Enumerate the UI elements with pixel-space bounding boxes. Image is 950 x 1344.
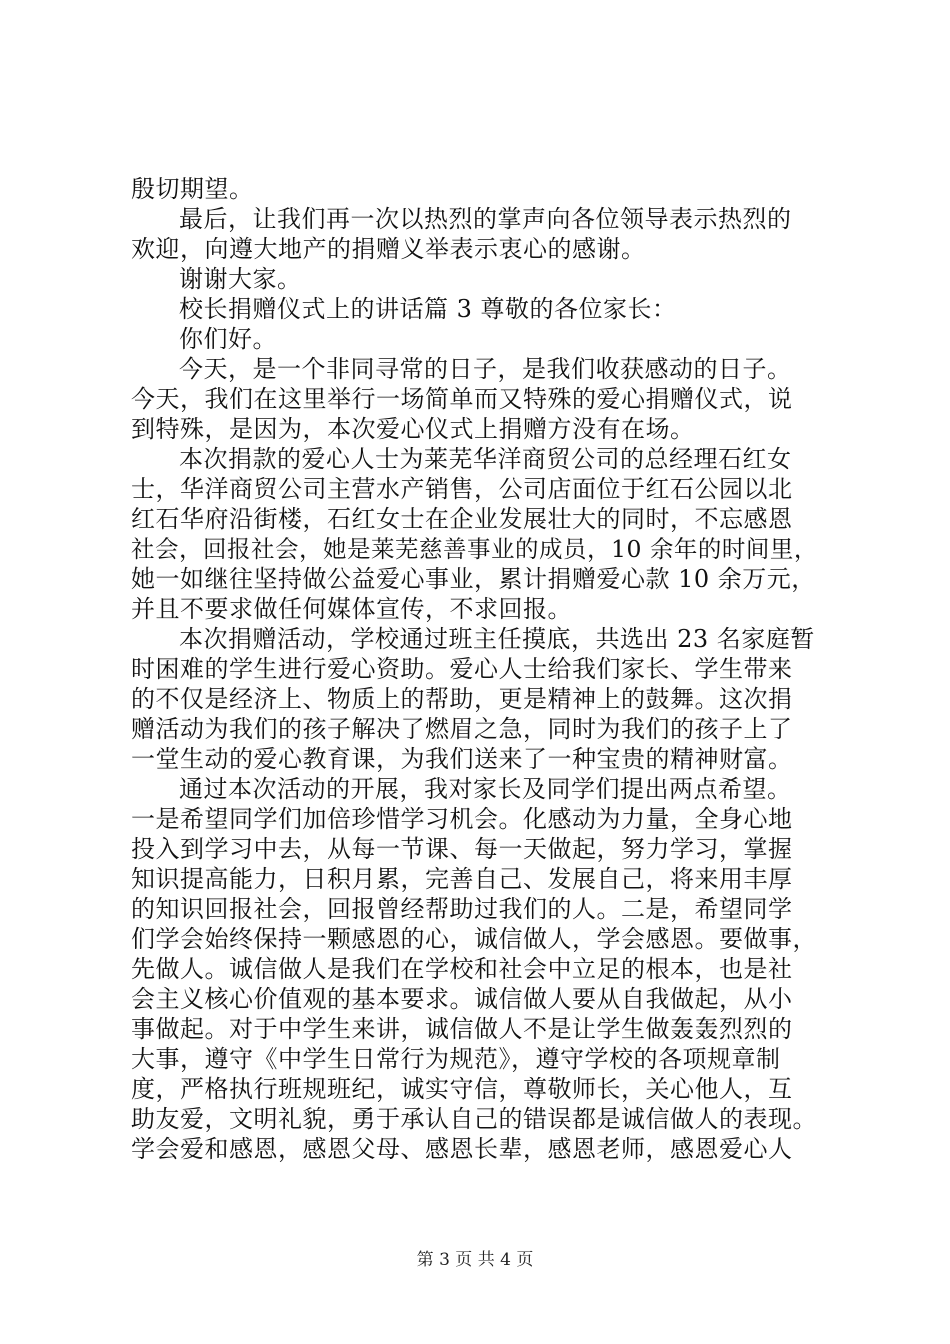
text-line: 殷切期望。 (131, 175, 254, 203)
document-body (131, 174, 831, 1164)
text-line: 知识提高能力，日积月累，完善自己、发展自己，将来用丰厚 (131, 865, 793, 893)
text-line: 最后，让我们再一次以热烈的掌声向各位领导表示热烈的 (179, 205, 792, 233)
text-line: 本次捐赠活动，学校通过班主任摸底，共选出 23 名家庭暂 (179, 625, 815, 653)
text-line: 们学会始终保持一颗感恩的心，诚信做人，学会感恩。要做事， (131, 925, 817, 953)
text-line: 今天，是一个非同寻常的日子，是我们收获感动的日子。 (179, 355, 792, 383)
text-line: 大事，遵守《中学生日常行为规范》，遵守学校的各项规章制 (131, 1045, 781, 1073)
text-line: 一是希望同学们加倍珍惜学习机会。化感动为力量，全身心地 (131, 805, 793, 833)
page-footer: 第 3 页 共 4 页 (416, 1250, 534, 1270)
text-line: 到特殊，是因为，本次爱心仪式上捐赠方没有在场。 (131, 415, 695, 443)
text-line: 谢谢大家。 (179, 265, 302, 293)
text-line: 学会爱和感恩，感恩父母、感恩长辈，感恩老师，感恩爱心人 (131, 1135, 793, 1163)
text-line: 会主义核心价值观的基本要求。诚信做人要从自我做起，从小 (131, 985, 793, 1013)
text-line: 校长捐赠仪式上的讲话篇 3 尊敬的各位家长： (179, 295, 677, 323)
text-line: 一堂生动的爱心教育课，为我们送来了一种宝贵的精神财富。 (131, 745, 793, 773)
text-line: 社会，回报社会，她是莱芜慈善事业的成员，10 余年的时间里， (131, 535, 818, 563)
text-line: 事做起。对于中学生来讲，诚信做人不是让学生做轰轰烈烈的 (131, 1015, 793, 1043)
text-line: 先做人。诚信做人是我们在学校和社会中立足的根本，也是社 (131, 955, 793, 983)
text-line: 助友爱，文明礼貌，勇于承认自己的错误都是诚信做人的表现。 (131, 1105, 817, 1133)
text-line: 的不仅是经济上、物质上的帮助，更是精神上的鼓舞。这次捐 (131, 685, 793, 713)
text-line: 你们好。 (179, 325, 277, 353)
text-line: 今天，我们在这里举行一场简单而又特殊的爱心捐赠仪式，说 (131, 385, 793, 413)
text-line: 通过本次活动的开展，我对家长及同学们提出两点希望。 (179, 775, 792, 803)
text-line: 的知识回报社会，回报曾经帮助过我们的人。二是，希望同学 (131, 895, 793, 923)
text-line: 士，华洋商贸公司主营水产销售，公司店面位于红石公园以北 (131, 475, 793, 503)
text-line: 并且不要求做任何媒体宣传，不求回报。 (131, 595, 572, 623)
text-line: 红石华府沿街楼，石红女士在企业发展壮大的同时，不忘感恩 (131, 505, 793, 533)
text-line: 欢迎，向遵大地产的捐赠义举表示衷心的感谢。 (131, 235, 646, 263)
text-line: 她一如继往坚持做公益爱心事业，累计捐赠爱心款 10 余万元， (131, 565, 816, 593)
text-line: 本次捐款的爱心人士为莱芜华洋商贸公司的总经理石红女 (179, 445, 792, 473)
text-line: 时困难的学生进行爱心资助。爱心人士给我们家长、学生带来 (131, 655, 793, 683)
text-line: 度，严格执行班规班纪，诚实守信，尊敬师长，关心他人，互 (131, 1075, 793, 1103)
text-line: 投入到学习中去，从每一节课、每一天做起，努力学习，掌握 (131, 835, 793, 863)
text-line: 赠活动为我们的孩子解决了燃眉之急，同时为我们的孩子上了 (131, 715, 793, 743)
